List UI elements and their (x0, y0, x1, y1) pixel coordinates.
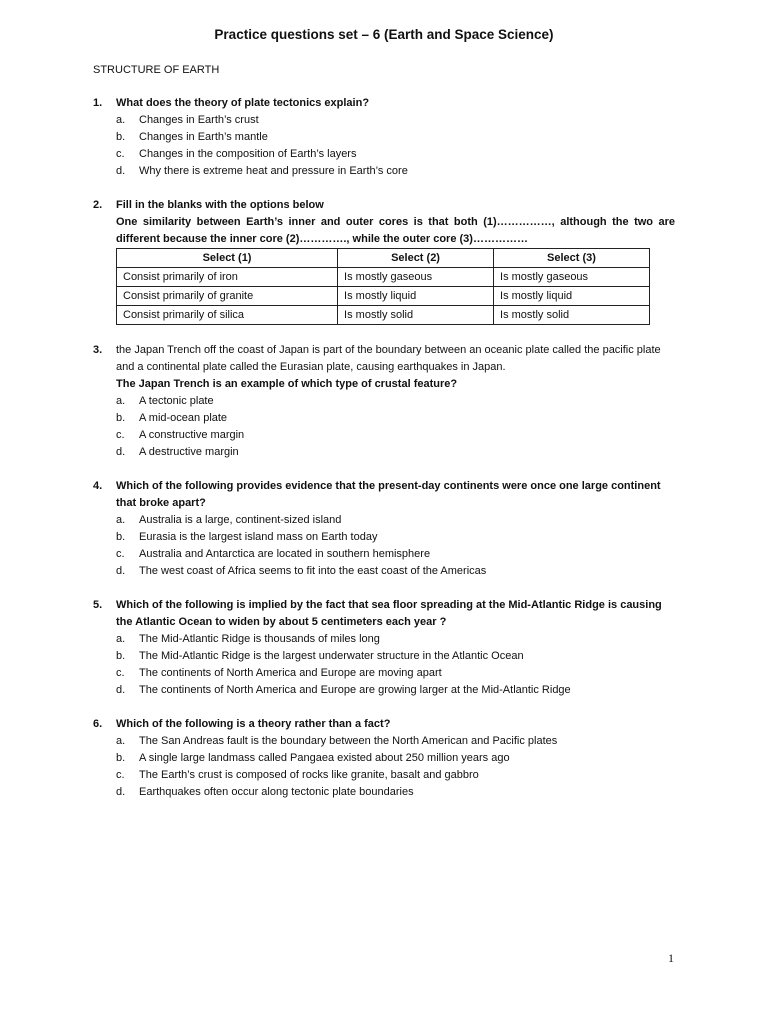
option-b[interactable] (116, 750, 675, 767)
option-letter: b. (116, 650, 126, 662)
option-d[interactable] (116, 163, 675, 180)
question-text: One similarity between Earth’s inner and outer cores is that both (1)……………, although the two are different because the inner core (2)…………., while the outer core (3)…………… (116, 216, 675, 245)
table-row (117, 268, 650, 287)
option-list (116, 112, 675, 180)
option-d[interactable] (116, 784, 675, 801)
question-2 (93, 197, 675, 325)
question-text: The Japan Trench is an example of which type of crustal feature? (116, 378, 458, 390)
option-text: Earthquakes often occur along tectonic plate boundaries (139, 786, 414, 798)
option-b[interactable] (116, 410, 675, 427)
question-text: Which of the following provides evidence that the present-day continents were once one large continent that broke apart? (116, 480, 661, 509)
option-text: The Earth’s crust is composed of rocks like granite, basalt and gabbro (139, 769, 479, 781)
table-cell[interactable]: Consist primarily of iron (117, 268, 338, 287)
option-text: The west coast of Africa seems to fit into the east coast of the Americas (139, 565, 487, 577)
options-table (116, 248, 650, 325)
option-d[interactable] (116, 563, 675, 580)
page-number: 1 (668, 951, 674, 965)
option-text: The continents of North America and Europe are growing larger at the Mid-Atlantic Ridge (139, 684, 571, 696)
option-text: A tectonic plate (139, 395, 214, 407)
option-text: A single large landmass called Pangaea existed about 250 million years ago (139, 752, 510, 764)
option-text: Australia is a large, continent-sized island (139, 514, 342, 526)
option-letter: d. (116, 165, 126, 177)
option-text: A constructive margin (139, 429, 245, 441)
option-letter: c. (116, 548, 125, 560)
table-header-row (117, 249, 650, 268)
option-c[interactable] (116, 546, 675, 563)
question-5 (93, 597, 675, 699)
table-cell[interactable]: Consist primarily of silica (117, 306, 338, 325)
page-title: Practice questions set – 6 (Earth and Space Science) (214, 27, 554, 42)
question-1 (93, 95, 675, 180)
table-cell[interactable]: Is mostly solid (338, 306, 494, 325)
option-letter: d. (116, 786, 126, 798)
option-c[interactable] (116, 146, 675, 163)
option-list (116, 631, 675, 699)
option-letter: b. (116, 531, 126, 543)
option-b[interactable] (116, 129, 675, 146)
option-a[interactable] (116, 512, 675, 529)
option-c[interactable] (116, 767, 675, 784)
option-text: Changes in Earth’s mantle (139, 131, 268, 143)
question-list (93, 95, 675, 818)
table-row (117, 306, 650, 325)
option-list (116, 512, 675, 580)
question-number: 6. (93, 718, 103, 730)
option-a[interactable] (116, 112, 675, 129)
option-a[interactable] (116, 393, 675, 410)
question-6 (93, 716, 675, 801)
table-row (117, 287, 650, 306)
option-letter: a. (116, 395, 126, 407)
option-letter: a. (116, 633, 126, 645)
option-text: The San Andreas fault is the boundary between the North American and Pacific plates (139, 735, 558, 747)
question-4 (93, 478, 675, 580)
question-intro: the Japan Trench off the coast of Japan is part of the boundary between an oceanic plate called the pacific plate and a continental plate called the Eurasian plate, causing earthquakes in Japan. (116, 344, 661, 373)
question-number: 1. (93, 97, 103, 109)
option-letter: c. (116, 148, 125, 160)
option-letter: c. (116, 769, 125, 781)
option-letter: d. (116, 684, 126, 696)
option-letter: b. (116, 412, 126, 424)
option-text: The Mid-Atlantic Ridge is the largest underwater structure in the Atlantic Ocean (139, 650, 524, 662)
option-text: A mid-ocean plate (139, 412, 228, 424)
option-letter: d. (116, 565, 126, 577)
question-text: Which of the following is implied by the fact that sea floor spreading at the Mid-Atlantic Ridge is causing the Atlantic Ocean to widen by about 5 centimeters each year ? (116, 599, 662, 628)
option-text: Changes in Earth’s crust (139, 114, 259, 126)
table-cell[interactable]: Consist primarily of granite (117, 287, 338, 306)
option-a[interactable] (116, 733, 675, 750)
table-cell[interactable]: Is mostly gaseous (494, 268, 650, 287)
option-list (116, 733, 675, 801)
question-instruction: Fill in the blanks with the options below (116, 199, 324, 211)
option-letter: c. (116, 667, 125, 679)
table-header: Select (1) (117, 249, 338, 268)
question-3 (93, 342, 675, 461)
option-text: Why there is extreme heat and pressure in Earth’s core (139, 165, 408, 177)
question-number: 3. (93, 344, 103, 356)
question-text: Which of the following is a theory rather than a fact? (116, 718, 391, 730)
option-text: Australia and Antarctica are located in southern hemisphere (139, 548, 431, 560)
table-cell[interactable]: Is mostly liquid (338, 287, 494, 306)
table-header: Select (3) (494, 249, 650, 268)
section-heading: STRUCTURE OF EARTH (93, 64, 220, 76)
option-letter: b. (116, 131, 126, 143)
option-d[interactable] (116, 682, 675, 699)
option-a[interactable] (116, 631, 675, 648)
option-letter: a. (116, 735, 126, 747)
option-text: The Mid-Atlantic Ridge is thousands of miles long (139, 633, 380, 645)
question-number: 5. (93, 599, 103, 611)
option-letter: b. (116, 752, 126, 764)
table-cell[interactable]: Is mostly solid (494, 306, 650, 325)
option-d[interactable] (116, 444, 675, 461)
question-text: What does the theory of plate tectonics explain? (116, 97, 370, 109)
option-text: A destructive margin (139, 446, 239, 458)
option-text: The continents of North America and Europe are moving apart (139, 667, 442, 679)
option-b[interactable] (116, 529, 675, 546)
option-text: Eurasia is the largest island mass on Earth today (139, 531, 378, 543)
option-list (116, 393, 675, 461)
table-header: Select (2) (338, 249, 494, 268)
option-c[interactable] (116, 665, 675, 682)
question-number: 4. (93, 480, 103, 492)
option-letter: a. (116, 114, 126, 126)
table-cell[interactable]: Is mostly liquid (494, 287, 650, 306)
option-text: Changes in the composition of Earth’s layers (139, 148, 357, 160)
option-letter: d. (116, 446, 126, 458)
option-letter: c. (116, 429, 125, 441)
question-number: 2. (93, 199, 103, 211)
option-c[interactable] (116, 427, 675, 444)
option-b[interactable] (116, 648, 675, 665)
option-letter: a. (116, 514, 126, 526)
table-cell[interactable]: Is mostly gaseous (338, 268, 494, 287)
